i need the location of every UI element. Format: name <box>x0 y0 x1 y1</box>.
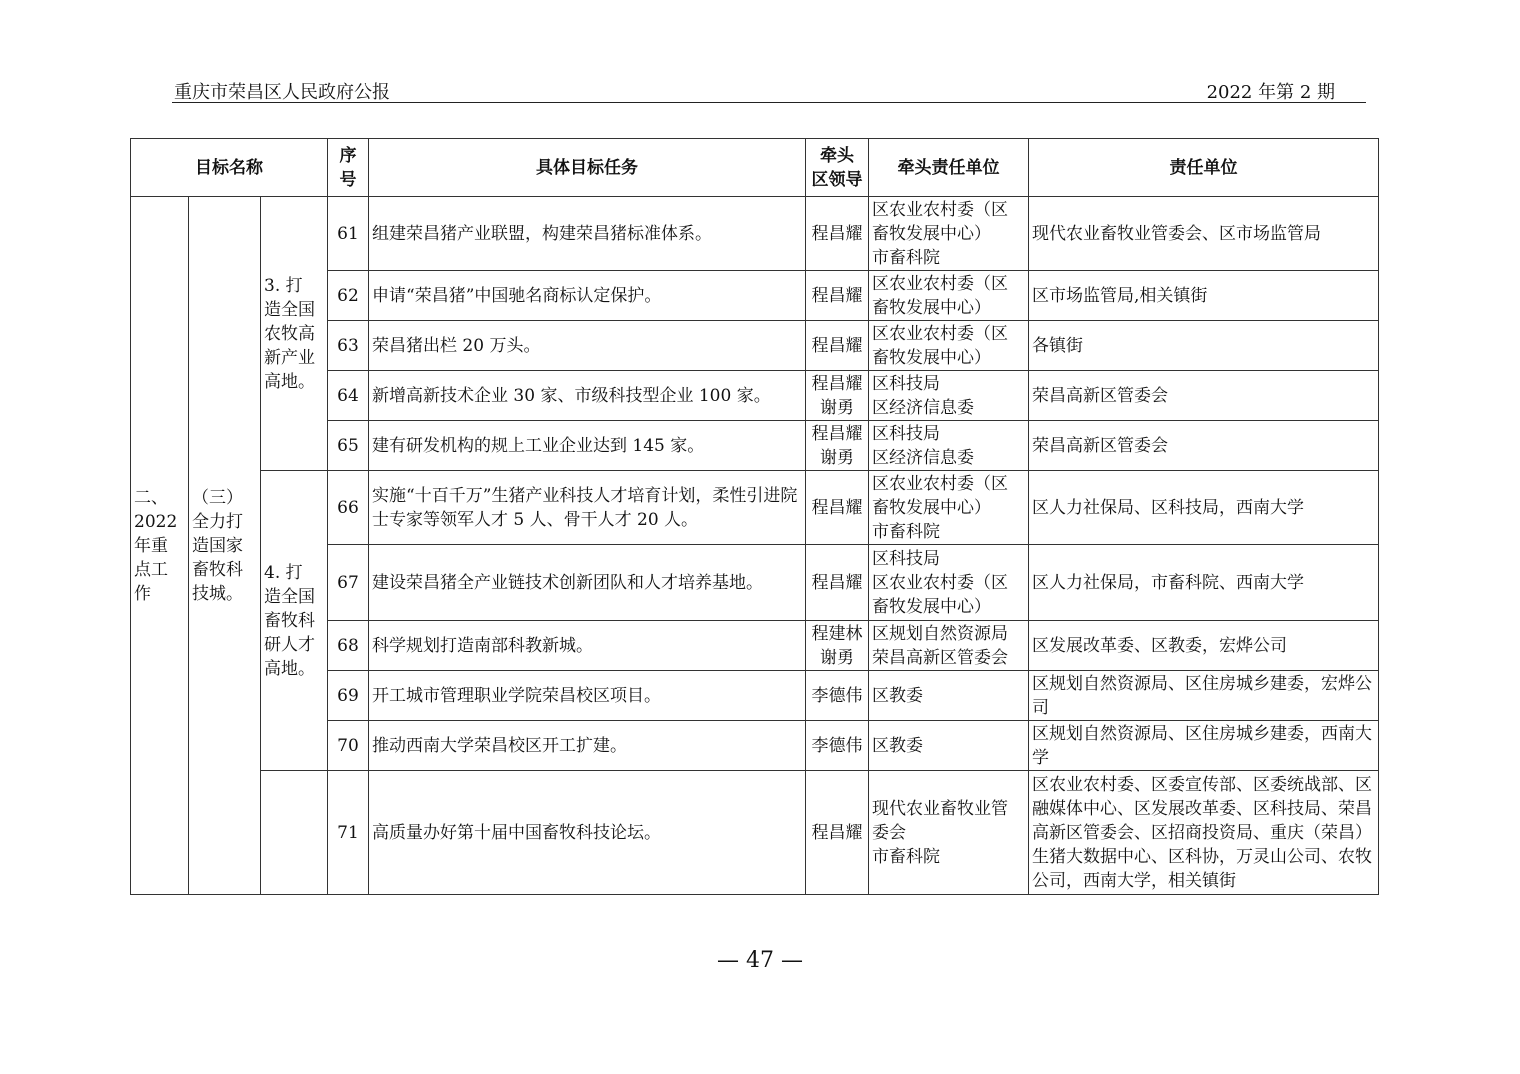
header-row <box>131 139 1379 197</box>
col-header-task: 具体目标任务 <box>369 139 806 197</box>
leader-cell: 李德伟 <box>806 721 869 771</box>
seq-cell: 69 <box>328 671 369 721</box>
gazette-title: 重庆市荣昌区人民政府公报 <box>174 82 390 103</box>
leader-cell: 程昌耀 谢勇 <box>806 421 869 471</box>
lead-unit-cell: 区科技局 区经济信息委 <box>869 371 1029 421</box>
lead-unit-cell: 区农业农村委（区 畜牧发展中心） <box>869 321 1029 371</box>
table-row <box>131 771 1379 895</box>
leader-cell: 程昌耀 <box>806 321 869 371</box>
seq-cell: 66 <box>328 471 369 545</box>
col-header-lead-unit: 牵头责任单位 <box>869 139 1029 197</box>
leader-cell: 程昌耀 谢勇 <box>806 371 869 421</box>
leader-cell: 李德伟 <box>806 671 869 721</box>
resp-unit-cell: 区市场监管局,相关镇街 <box>1029 271 1379 321</box>
lead-unit-cell: 区教委 <box>869 721 1029 771</box>
task-cell: 实施“十百千万”生猪产业科技人才培育计划，柔性引进院士专家等领军人才 5 人、骨干人才 20 人。 <box>369 471 806 545</box>
task-cell: 荣昌猪出栏 20 万头。 <box>369 321 806 371</box>
task-cell: 科学规划打造南部科教新城。 <box>369 621 806 671</box>
task-cell: 建有研发机构的规上工业企业达到 145 家。 <box>369 421 806 471</box>
seq-cell: 62 <box>328 271 369 321</box>
group-level3-blank <box>261 771 328 895</box>
group-level3-talent: 4. 打 造全国 畜牧科 研人才 高地。 <box>261 471 328 771</box>
col-header-goal: 目标名称 <box>131 139 328 197</box>
lead-unit-cell: 区农业农村委（区 畜牧发展中心） 市畜科院 <box>869 471 1029 545</box>
col-header-resp-unit: 责任单位 <box>1029 139 1379 197</box>
leader-cell: 程昌耀 <box>806 771 869 895</box>
resp-unit-cell: 区发展改革委、区教委，宏烨公司 <box>1029 621 1379 671</box>
group-level1: 二、 2022 年重 点工 作 <box>131 197 189 895</box>
lead-unit-cell: 区规划自然资源局 荣昌高新区管委会 <box>869 621 1029 671</box>
group-level3-industry: 3. 打 造全国 农牧高 新产业 高地。 <box>261 197 328 471</box>
task-cell: 新增高新技术企业 30 家、市级科技型企业 100 家。 <box>369 371 806 421</box>
seq-cell: 67 <box>328 545 369 621</box>
lead-unit-cell: 区农业农村委（区 畜牧发展中心） 市畜科院 <box>869 197 1029 271</box>
table-row <box>131 197 1379 271</box>
seq-cell: 61 <box>328 197 369 271</box>
task-cell: 高质量办好第十届中国畜牧科技论坛。 <box>369 771 806 895</box>
resp-unit-cell: 各镇街 <box>1029 321 1379 371</box>
lead-unit-cell: 区教委 <box>869 671 1029 721</box>
target-task-table <box>130 138 1379 895</box>
resp-unit-cell: 区规划自然资源局、区住房城乡建委，宏烨公司 <box>1029 671 1379 721</box>
task-cell: 开工城市管理职业学院荣昌校区项目。 <box>369 671 806 721</box>
table-row <box>131 471 1379 545</box>
leader-cell: 程昌耀 <box>806 271 869 321</box>
lead-unit-cell: 区农业农村委（区 畜牧发展中心） <box>869 271 1029 321</box>
leader-cell: 程昌耀 <box>806 197 869 271</box>
lead-unit-cell: 区科技局 区农业农村委（区 畜牧发展中心） <box>869 545 1029 621</box>
task-cell: 组建荣昌猪产业联盟，构建荣昌猪标准体系。 <box>369 197 806 271</box>
task-cell: 申请“荣昌猪”中国驰名商标认定保护。 <box>369 271 806 321</box>
group-level2: （三） 全力打 造国家 畜牧科 技城。 <box>189 197 261 895</box>
seq-cell: 71 <box>328 771 369 895</box>
resp-unit-cell: 现代农业畜牧业管委会、区市场监管局 <box>1029 197 1379 271</box>
resp-unit-cell: 区人力社保局、区科技局，西南大学 <box>1029 471 1379 545</box>
seq-cell: 65 <box>328 421 369 471</box>
leader-cell: 程昌耀 <box>806 471 869 545</box>
resp-unit-cell: 区规划自然资源局、区住房城乡建委，西南大学 <box>1029 721 1379 771</box>
seq-cell: 63 <box>328 321 369 371</box>
seq-cell: 64 <box>328 371 369 421</box>
leader-cell: 程昌耀 <box>806 545 869 621</box>
seq-cell: 70 <box>328 721 369 771</box>
resp-unit-cell: 区人力社保局，市畜科院、西南大学 <box>1029 545 1379 621</box>
page-number: — 47 — <box>717 948 803 973</box>
col-header-leader: 牵头 区领导 <box>806 139 869 197</box>
lead-unit-cell: 区科技局 区经济信息委 <box>869 421 1029 471</box>
resp-unit-cell: 荣昌高新区管委会 <box>1029 371 1379 421</box>
task-cell: 推动西南大学荣昌校区开工扩建。 <box>369 721 806 771</box>
task-cell: 建设荣昌猪全产业链技术创新团队和人才培养基地。 <box>369 545 806 621</box>
leader-cell: 程建林 谢勇 <box>806 621 869 671</box>
col-header-seq: 序 号 <box>328 139 369 197</box>
header-divider <box>172 102 1366 103</box>
resp-unit-cell: 区农业农村委、区委宣传部、区委统战部、区融媒体中心、区发展改革委、区科技局、荣昌高新区管委会、区招商投资局、重庆（荣昌）生猪大数据中心、区科协，万灵山公司、农牧公司，西南大学，相关镇街 <box>1029 771 1379 895</box>
resp-unit-cell: 荣昌高新区管委会 <box>1029 421 1379 471</box>
issue-number: 2022 年第 2 期 <box>1206 82 1335 103</box>
lead-unit-cell: 现代农业畜牧业管 委会 市畜科院 <box>869 771 1029 895</box>
seq-cell: 68 <box>328 621 369 671</box>
